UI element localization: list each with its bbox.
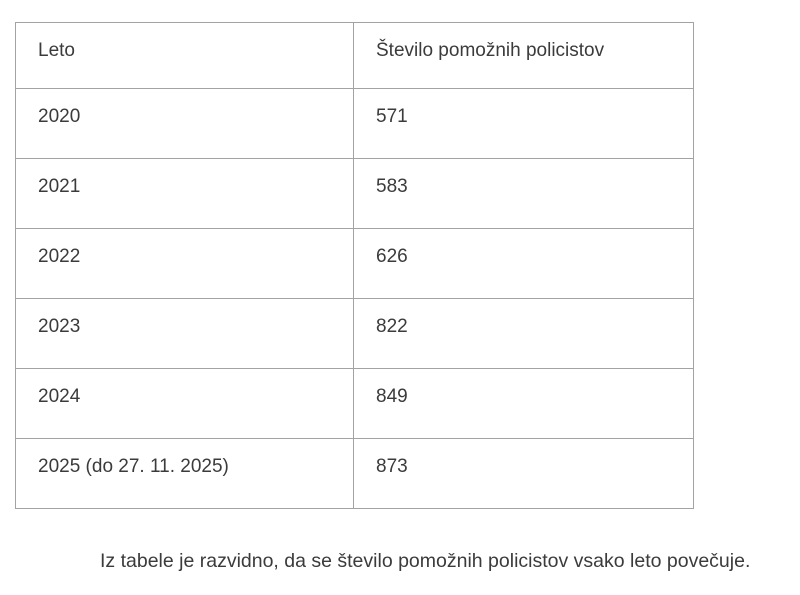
table-row xyxy=(16,299,694,369)
table-row xyxy=(16,229,694,299)
count-cell: 571 xyxy=(354,89,694,159)
table-row xyxy=(16,439,694,509)
auxiliary-police-table xyxy=(15,22,694,509)
count-cell: 626 xyxy=(354,229,694,299)
count-cell: 822 xyxy=(354,299,694,369)
table-row xyxy=(16,369,694,439)
year-cell: 2024 xyxy=(16,369,354,439)
year-cell: 2025 (do 27. 11. 2025) xyxy=(16,439,354,509)
table-caption-text: Iz tabele je razvidno, da se število pomožnih policistov vsako leto povečuje. xyxy=(100,549,751,572)
year-cell: 2023 xyxy=(16,299,354,369)
table-header-row xyxy=(16,23,694,89)
year-cell: 2022 xyxy=(16,229,354,299)
table-row xyxy=(16,159,694,229)
count-cell: 873 xyxy=(354,439,694,509)
count-cell: 849 xyxy=(354,369,694,439)
year-cell: 2020 xyxy=(16,89,354,159)
year-cell: 2021 xyxy=(16,159,354,229)
column-header-year: Leto xyxy=(16,23,354,89)
count-cell: 583 xyxy=(354,159,694,229)
column-header-count: Število pomožnih policistov xyxy=(354,23,694,89)
table-row xyxy=(16,89,694,159)
